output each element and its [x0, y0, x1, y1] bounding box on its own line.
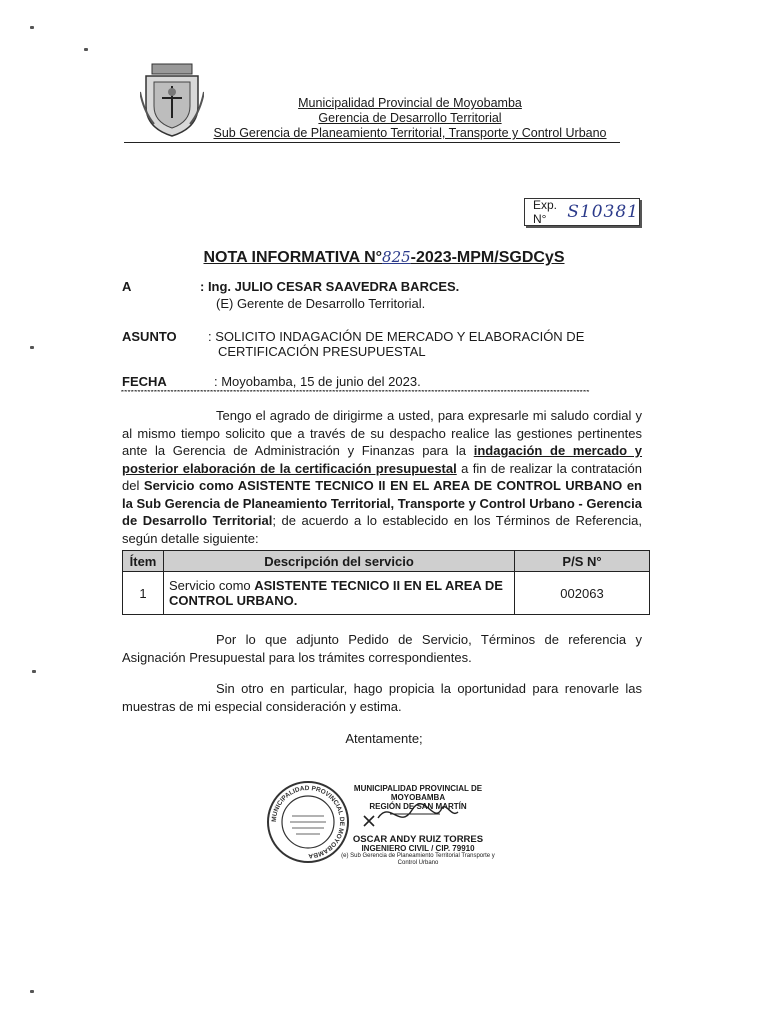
letterhead — [210, 96, 610, 141]
stamp-name: OSCAR ANDY RUIZ TORRES — [352, 834, 484, 845]
date-value: : Moyobamba, 15 de junio del 2023. — [214, 374, 421, 389]
cell-description — [164, 572, 515, 615]
body-p1-service: Servicio como ASISTENTE TECNICO II EN EL AREA DE CONTROL URBANO en la Sub Gerencia de Planeamiento Territorial, Transporte y Control Urbano - Gerencia de Desarrollo Territorial — [122, 478, 642, 528]
stamp-line1: MUNICIPALIDAD PROVINCIAL DE MOYOBAMBA — [353, 784, 483, 802]
subject-label: ASUNTO — [122, 329, 177, 344]
body-p1-d: ; de acuerdo a lo establecido en los Términos de Referencia, según detalle siguiente: — [122, 513, 642, 546]
body-p2: Por lo que adjunto Pedido de Servicio, Términos de referencia y Asignación Presupuestal para los trámites correspondientes. — [122, 632, 642, 665]
date-label: FECHA — [122, 374, 167, 389]
to-name: : Ing. JULIO CESAR SAAVEDRA BARCES. — [200, 279, 460, 294]
to-label: A — [122, 279, 132, 294]
header-municipality: Municipalidad Provincial de Moyobamba — [298, 96, 522, 110]
body-paragraph-1 — [122, 407, 642, 547]
body-paragraph-2 — [122, 631, 642, 666]
body-p1-underlined: indagación de mercado y posterior elaboración de la certificación presupuestal — [122, 443, 643, 476]
col-item-header: Ítem — [123, 551, 164, 572]
cell-item: 1 — [123, 572, 164, 615]
document-title — [0, 248, 768, 267]
body-p1-a: Tengo el agrado de dirigirme a usted, para expresarle mi saludo cordial y al mismo tiempo solicito que a través de su despacho realice las gestiones pertinentes ante la Gerencia de Administración y Finanzas para la — [122, 408, 642, 458]
closing-text: Atentamente; — [345, 731, 423, 746]
col-ps-header: P/S N° — [515, 551, 650, 572]
title-number: 825 — [382, 248, 411, 266]
cell-description-bold: ASISTENTE TECNICO II EN EL AREA DE CONTROL URBANO. — [169, 578, 503, 608]
scan-mark — [30, 346, 34, 349]
municipal-crest-logo — [140, 62, 204, 138]
scan-mark — [30, 990, 34, 993]
table-row — [123, 572, 650, 615]
body-p3: Sin otro en particular, hago propicia la oportunidad para renovarle las muestras de mi especial consideración y estima. — [122, 681, 642, 714]
subject-line1: : SOLICITO INDAGACIÓN DE MERCADO Y ELABORACIÓN DE — [208, 329, 585, 344]
title-suffix: -2023-MPM/SGDCyS — [410, 249, 565, 266]
scan-mark — [30, 26, 34, 29]
cell-description-plain: Servicio como — [169, 578, 255, 593]
stamp-line2: REGIÓN DE SAN MARTÍN — [369, 802, 467, 811]
seal-ring-text: MUNICIPALIDAD PROVINCIAL DE MOYOBAMBA — [270, 784, 346, 860]
cell-ps-number: 002063 — [515, 572, 650, 615]
stamp-unit: (e) Sub Gerencia de Planeamiento Territorial Transporte y Control Urbano — [341, 853, 495, 866]
expediente-number: S10381 — [567, 202, 639, 222]
table-header-row — [123, 551, 650, 572]
header-subgerencia: Sub Gerencia de Planeamiento Territorial, Transporte y Control Urbano — [213, 126, 607, 140]
body-paragraph-3 — [122, 680, 642, 715]
scan-mark — [32, 670, 36, 673]
header-gerencia: Gerencia de Desarrollo Territorial — [318, 111, 502, 125]
scan-mark — [84, 48, 88, 51]
subject-line2: CERTIFICACIÓN PRESUPUESTAL — [218, 344, 426, 359]
asterisk-separator: ********************************************************************************************************************************************** — [120, 390, 589, 398]
service-table — [122, 550, 650, 615]
expediente-box — [524, 198, 640, 226]
stamp-title: INGENIERO CIVIL / CIP. 79910 — [361, 844, 475, 853]
header-divider — [124, 142, 620, 143]
col-description-header: Descripción del servicio — [164, 551, 515, 572]
handwritten-signature — [360, 796, 460, 830]
body-p1-b: a fin de realizar la contratación del — [122, 460, 642, 493]
expediente-label: Exp. N° — [533, 198, 558, 226]
title-prefix: NOTA INFORMATIVA N° — [203, 249, 383, 266]
to-role: (E) Gerente de Desarrollo Territorial. — [216, 296, 426, 311]
